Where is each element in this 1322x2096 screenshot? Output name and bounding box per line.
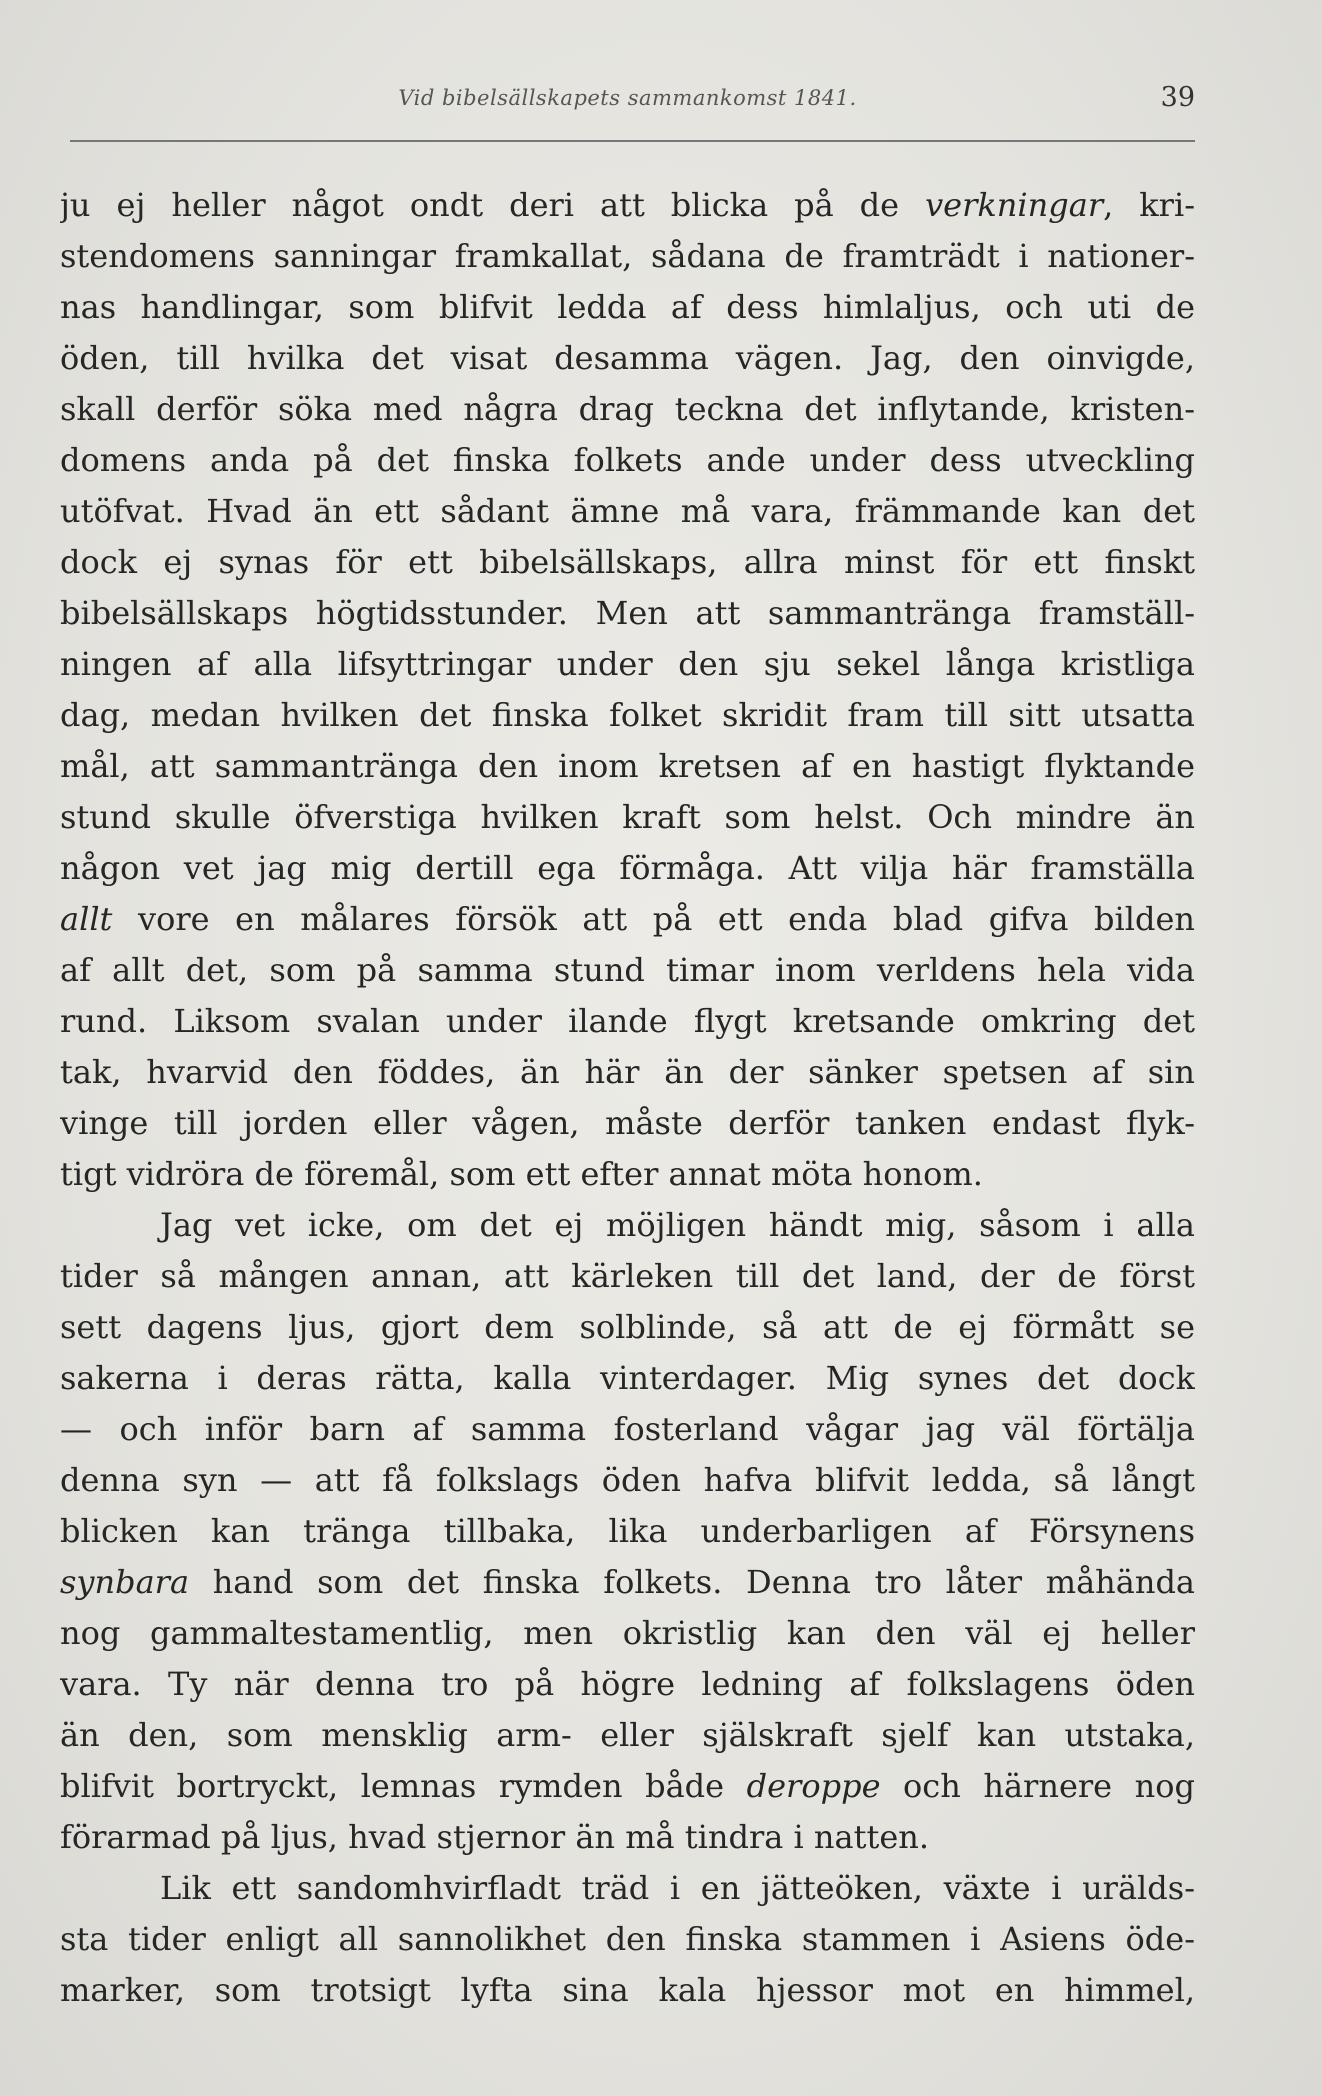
text-segment: , kri-	[1103, 186, 1195, 224]
text-segment: sakerna i deras rätta, kalla vinterdager. Mig synes det dock	[60, 1359, 1195, 1397]
text-segment: blicken kan tränga tillbaka, lika underbarligen af Försynens	[60, 1512, 1195, 1550]
text-line	[60, 1557, 1195, 1608]
text-segment: förarmad på ljus, hvad stjernor än må tindra i natten.	[60, 1818, 930, 1856]
text-segment: rund. Liksom svalan under ilande flygt kretsande omkring det	[60, 1002, 1195, 1040]
text-line	[60, 639, 1195, 690]
text-segment: utöfvat. Hvad än ett sådant ämne må vara, främmande kan det	[60, 492, 1195, 530]
text-segment: vara. Ty när denna tro på högre ledning af folkslagens öden	[60, 1665, 1195, 1703]
running-title: Vid bibelsällskapets sammankomst 1841.	[398, 86, 857, 110]
text-line	[60, 1506, 1195, 1557]
text-segment: — och inför barn af samma fosterland vågar jag väl förtälja	[60, 1410, 1195, 1448]
text-segment: domens anda på det finska folkets ande under dess utveckling	[60, 441, 1195, 479]
text-line	[60, 792, 1195, 843]
text-line	[60, 1200, 1195, 1251]
text-line	[60, 741, 1195, 792]
italic-text: allt	[60, 900, 113, 938]
text-segment: någon vet jag mig dertill ega förmåga. Att vilja här framställa	[60, 849, 1195, 887]
text-line	[60, 1914, 1195, 1965]
text-segment: sta tider enligt all sannolikhet den finska stammen i Asiens öde-	[60, 1920, 1195, 1958]
text-line	[60, 1863, 1195, 1914]
text-segment: blifvit bortryckt, lemnas rymden både	[60, 1767, 747, 1805]
text-segment: Lik ett sandomhvirfladt träd i en jätteöken, växte i urälds-	[160, 1869, 1195, 1907]
text-line	[60, 843, 1195, 894]
text-segment: öden, till hvilka det visat desamma vägen. Jag, den oinvigde,	[60, 339, 1195, 377]
text-segment: vinge till jorden eller vågen, måste derför tanken endast flyk-	[60, 1104, 1195, 1142]
italic-text: synbara	[60, 1563, 190, 1601]
text-segment: dock ej synas för ett bibelsällskaps, allra minst för ett finskt	[60, 543, 1195, 581]
text-segment: tigt vidröra de föremål, som ett efter annat möta honom.	[60, 1155, 983, 1193]
text-line	[60, 1047, 1195, 1098]
italic-text: deroppe	[746, 1767, 881, 1805]
text-segment: än den, som mensklig arm- eller själskraft sjelf kan utstaka,	[60, 1716, 1195, 1754]
body-text	[60, 180, 1195, 2016]
text-line	[60, 1251, 1195, 1302]
text-segment: ningen af alla lifsyttringar under den sju sekel långa kristliga	[60, 645, 1195, 683]
text-line	[60, 894, 1195, 945]
text-line	[60, 1761, 1195, 1812]
text-segment: stendomens sanningar framkallat, sådana de framträdt i nationer-	[60, 237, 1195, 275]
text-segment: af allt det, som på samma stund timar inom verldens hela vida	[60, 951, 1195, 989]
text-line	[60, 690, 1195, 741]
running-head	[60, 82, 1195, 122]
text-line	[60, 1404, 1195, 1455]
text-segment: skall derför söka med några drag teckna det inflytande, kristen-	[60, 390, 1195, 428]
text-segment: vore en målares försök att på ett enda blad gifva bilden	[112, 900, 1195, 938]
text-line	[60, 1965, 1195, 2016]
text-segment: bibelsällskaps högtidsstunder. Men att sammantränga framställ-	[60, 594, 1195, 632]
header-rule	[70, 140, 1195, 142]
text-line	[60, 486, 1195, 537]
text-segment: hand som det finska folkets. Denna tro låter måhända	[189, 1563, 1195, 1601]
text-line	[60, 996, 1195, 1047]
text-segment: nog gammaltestamentlig, men okristlig kan den väl ej heller	[60, 1614, 1195, 1652]
text-line	[60, 1302, 1195, 1353]
text-line	[60, 384, 1195, 435]
text-line	[60, 180, 1195, 231]
text-segment: tak, hvarvid den föddes, än här än der sänker spetsen af sin	[60, 1053, 1195, 1091]
text-segment: stund skulle öfverstiga hvilken kraft som helst. Och mindre än	[60, 798, 1195, 836]
text-line	[60, 1353, 1195, 1404]
text-segment: Jag vet icke, om det ej möjligen händt mig, såsom i alla	[160, 1206, 1195, 1244]
text-segment: mål, att sammantränga den inom kretsen af en hastigt flyktande	[60, 747, 1195, 785]
text-line	[60, 231, 1195, 282]
text-line	[60, 1608, 1195, 1659]
text-line	[60, 1455, 1195, 1506]
text-segment: sett dagens ljus, gjort dem solblinde, så att de ej förmått se	[60, 1308, 1195, 1346]
text-segment: dag, medan hvilken det finska folket skridit fram till sitt utsatta	[60, 696, 1195, 734]
text-segment: tider så mången annan, att kärleken till det land, der de först	[60, 1257, 1195, 1295]
italic-text: verkningar	[925, 186, 1104, 224]
text-segment: ju ej heller något ondt deri att blicka på de	[60, 186, 926, 224]
text-segment: nas handlingar, som blifvit ledda af dess himlaljus, och uti de	[60, 288, 1195, 326]
text-line	[60, 1710, 1195, 1761]
text-line	[60, 282, 1195, 333]
text-line	[60, 1812, 1195, 1863]
text-segment: och härnere nog	[880, 1767, 1195, 1805]
text-line	[60, 537, 1195, 588]
text-line	[60, 1098, 1195, 1149]
text-segment: denna syn — att få folkslags öden hafva blifvit ledda, så långt	[60, 1461, 1195, 1499]
text-line	[60, 1659, 1195, 1710]
text-line	[60, 333, 1195, 384]
text-line	[60, 1149, 1195, 1200]
text-segment: marker, som trotsigt lyfta sina kala hjessor mot en himmel,	[60, 1971, 1195, 2009]
text-line	[60, 945, 1195, 996]
page-number: 39	[1160, 82, 1195, 113]
text-line	[60, 435, 1195, 486]
text-line	[60, 588, 1195, 639]
